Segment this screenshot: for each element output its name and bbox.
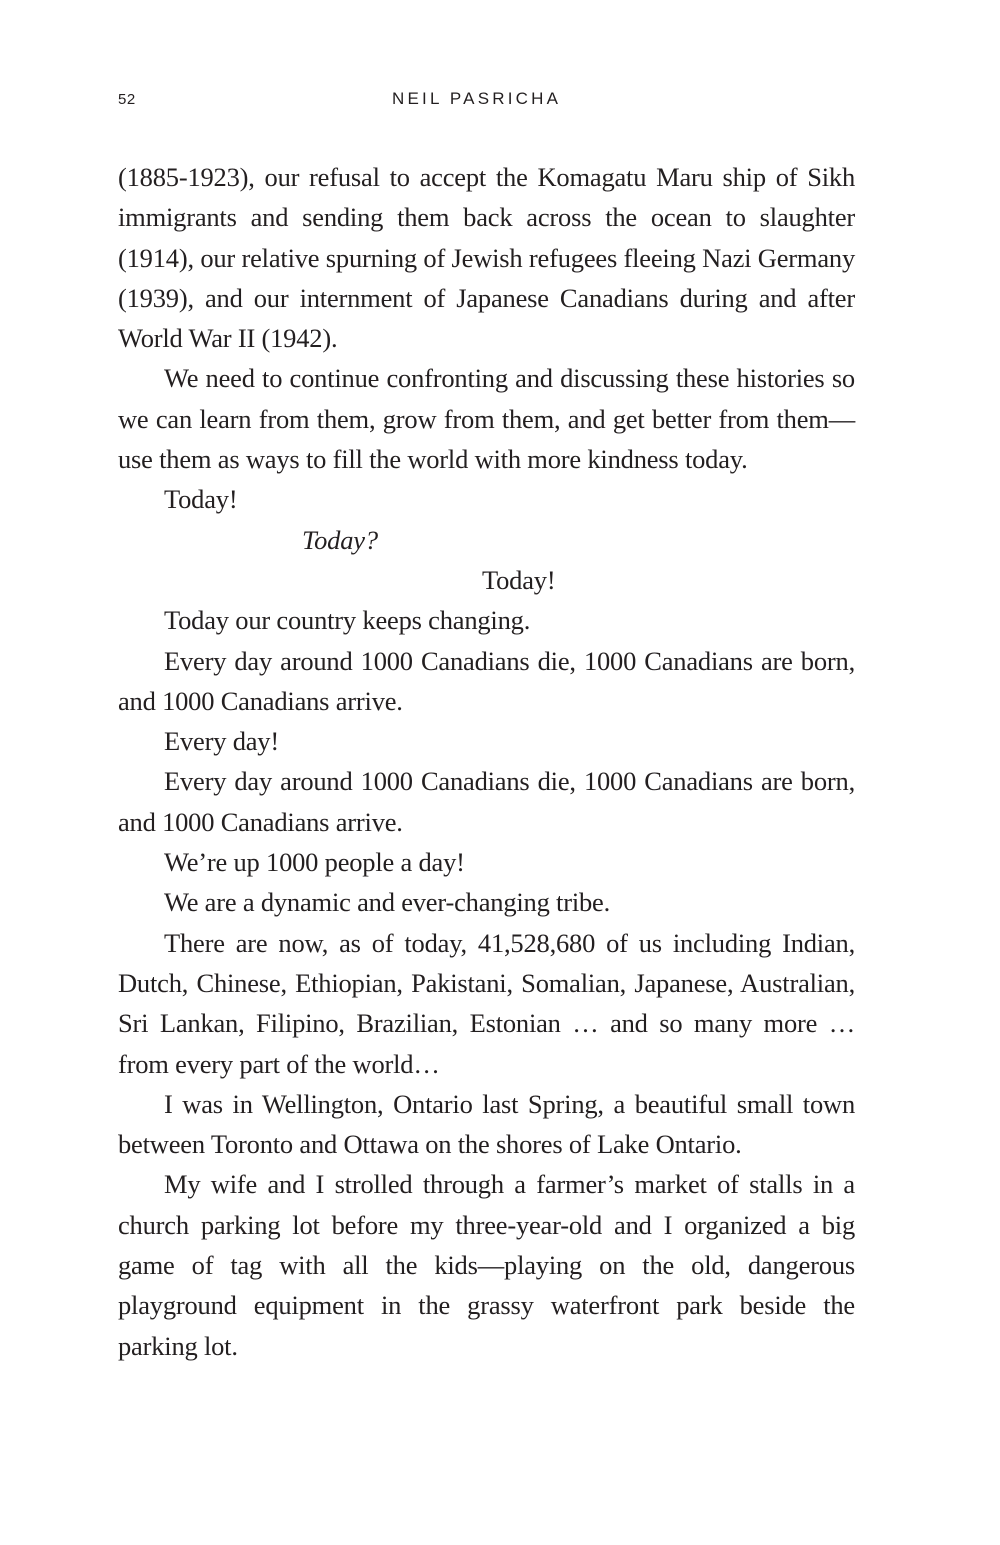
paragraph: Every day!	[164, 726, 279, 757]
author-name: NEIL PASRICHA	[392, 89, 562, 108]
page-number: 52	[118, 91, 136, 108]
paragraph: My wife and I strolled through a farmer’s market of stalls in a church parking lot before my three-year-old and I organized a big game of tag with all the kids—playing on the old, dangerous playground equipment in the grassy waterfront park beside the parking lot.	[118, 1169, 855, 1361]
paragraph: We need to continue confronting and discussing these histories so we can learn from them, grow from them, and get better from them—use them as ways to fill the world with more kindness today.	[118, 363, 855, 475]
running-header	[0, 88, 1000, 112]
paragraph-continued: (1885-1923), our refusal to accept the Komagatu Maru ship of Sikh immigrants and sending them back across the ocean to slaughter (1914), our relative spurning of Jewish refugees fleeing Nazi Germany (1939), and our internment of Japanese Canadians during and after World War II (1942).	[118, 162, 855, 354]
paragraph-today-question: Today?	[302, 524, 378, 555]
paragraph: We are a dynamic and ever-changing tribe.	[164, 887, 611, 918]
paragraph: Today our country keeps changing.	[164, 605, 531, 636]
paragraph: I was in Wellington, Ontario last Spring, a beautiful small town between Toronto and Ottawa on the shores of Lake Ontario.	[118, 1088, 855, 1160]
paragraph: We’re up 1000 people a day!	[164, 847, 465, 878]
paragraph: Every day around 1000 Canadians die, 1000 Canadians are born, and 1000 Canadians arrive.	[118, 645, 855, 716]
paragraph-today-exclaim-right: Today!	[482, 564, 556, 595]
paragraph-today-exclaim: Today!	[164, 484, 238, 515]
body-text	[118, 157, 855, 1366]
paragraph: There are now, as of today, 41,528,680 of us including Indian, Dutch, Chinese, Ethiopian, Pakistani, Somalian, Japanese, Australian, Sri Lankan, Filipino, Brazilian, Estonian … and so many more … from every part of the world…	[118, 927, 855, 1079]
paragraph: Every day around 1000 Canadians die, 1000 Canadians are born, and 1000 Canadians arrive.	[118, 766, 855, 837]
